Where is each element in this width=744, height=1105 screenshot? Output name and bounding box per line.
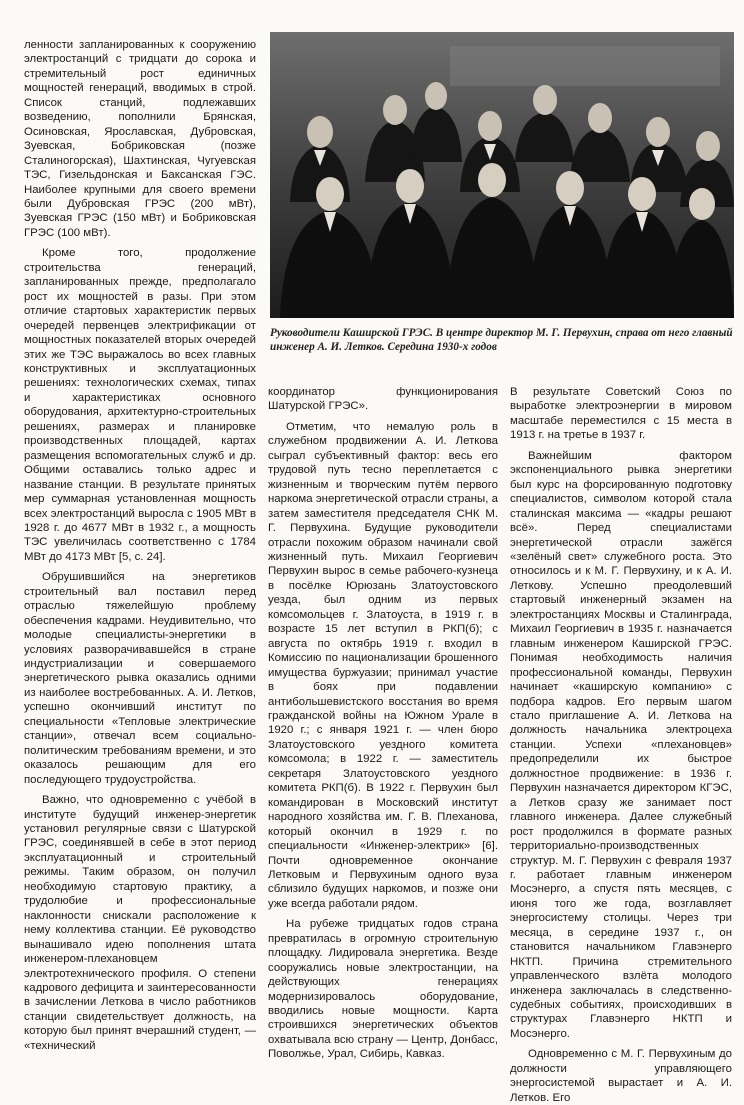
paragraph: ленности запланированных к сооружению электростанций с тридцати до сорока и стремительный рост единичных мощностей генераций, вводимых в строй. Список станций, подлежавших возведению, пополнили Брянская, Осиновская, Ярославская, Дубровская, Зуевская, Бобриковская (позже Сталиногорская), Шахтинская, Чугуевская ТЭС, Гизельдонская и Баксанская ГЭС. Наиболее крупными для своего времени были Дубровская ГРЭС (200 мВт), Зуевская ГРЭС (150 мВт) и Бобриковская ГРЭС (100 мВт). <box>24 39 256 239</box>
photo-caption: Руководители Каширской ГРЭС. В центре директор М. Г. Первухин, справа от него главный инженер А. И. Летков. Середина 1930-х годов <box>270 327 733 353</box>
paragraph: координатор функционирования Шатурской ГРЭС». <box>268 386 498 413</box>
paragraph: Важно, что одновременно с учёбой в институте будущий инженер-энергетик установил регулярные связи с Шатурской ГРЭС, соединявшей в себе в этот период эксплуатационный и строительный режимы. Таким образом, он получил необходимую стартовую практику, а трудолюбие и профессиональные наклонности снискали расположение к нему коллектива станции. Её руководство вынашивало идею пополнения штата инженером-плехановцем электротехнического профиля. О степени кадрового дефицита и заинтересованности в зачислении Леткова в число работников станции свидетельствует должность, на которую был принят вчерашний студент, — «технический <box>24 794 256 1052</box>
text-column-middle <box>268 385 498 1062</box>
paragraph: Важнейшим фактором экспоненциального рывка энергетики был курс на форсированную подготовку специалистов, символом которой стала сталинская максима — «кадры решают всё». Перед специалистами энергетической отрасли зажёгся «зелёный свет» служебного роста. Это относилось и к М. Г. Первухину, и к А. И. Леткову. Успешно преодолевший стартовый инженерный экзамен на электростанциях Москвы и Сталинграда, Михаил Георгиевич в 1935 г. назначается главным инженером Каширской ГРЭС. Понимая необходимость наличия профессиональной команды, Первухин начинает «каширскую компанию» с подбора кадров. Его первым шагом стало приглашение А. И. Леткова на должность начальника электроцеха станции. Успехи «плехановцев» предопределили их быстрое должностное продвижение: в 1936 г. Первухин назначается директором КГЭС, а Летков сразу же занимает пост главного инженера. Далее служебный рост продолжился в формате разных территориально-производственных структур. М. Г. Первухин с февраля 1937 г. работает главным инженером Мосэнерго, а спустя пять месяцев, с июня того же года, возглавляет энергосистему столицы. Через три месяца, в середине 1937 г., он становится начальником Главэнерго НКТП. Причина стремительного управленческого взлёта молодого инженера заключалась в следственно-судебных событиях, происходивших в структурах Главэнерго НКТП и Мосэнерго. <box>510 449 732 1040</box>
paragraph: Отметим, что немалую роль в служебном продвижении А. И. Леткова сыграл субъективный фактор: весь его трудовой путь тесно переплетается с жизненным и творческим путём первого наркома энергетической отрасли страны, а затем заместителя председателя СНК М. Г. Первухина. Будущие руководители отрасли похожим образом начинали свой жизненный путь. Михаил Георгиевич Первухин вырос в семье рабочего-кузнеца в посёлке Юрюзань Златоустовского уезда, был одним из первых комсомольцев г. Златоуста, в 1919 г. в возрасте 15 лет вступил в РКП(б); с августа по октябрь 1919 г. входил в Комиссию по национализации брошенного имущества буржуазии; принимал участие в боях при подавлении антибольшевистского восстания во время гражданской войны на Южном Урале в 1920 г.; с января 1921 г. — член бюро Златоустовского уездного комитета комсомола; в 1922 г. — заместитель секретаря Златоустовского уездного комитета РКП(б). В 1922 г. Первухин был командирован в Московский институт народного хозяйства им. Г. В. Плеханова, который окончил в 1929 г. по специальности «Инженер-электрик» [6]. Почти одновременное окончание Летковым и Первухиным одного вуза сблизило будущих наркомов, и позже они уже всегда работали рядом. <box>268 420 498 910</box>
paragraph: Кроме того, продолжение строительства генераций, запланированных прежде, предполагало рост их мощностей в разы. При этом отличие стартовых характеристик первых очередей первенцев электрификации от мощностных показателей вторых очередей этих же ТЭС выражалось во всех главных конструктивных и эксплуатационных решениях: технологических схемах, типах и характеристиках основного оборудования, архитектурно-строительных решениях, размерах и планировке производственных площадей, картах размещения вспомогательных служб и др. Общими оставались только адрес и название станции. В результате принятых мер суммарная установленная мощность всех электростанций выросла с 1905 МВт в 1928 г. до 4677 МВт в 1932 г., а мощность ТЭС увеличилась соответственно с 1784 МВт до 4173 МВт [5, с. 24]. <box>24 247 256 563</box>
text-column-right <box>510 385 732 1105</box>
group-portrait-photo <box>270 32 734 318</box>
paragraph: В результате Советский Союз по выработке электроэнергии в мировом масштабе переместился с 15 места в 1913 г. на третье в 1937 г. <box>510 386 732 442</box>
paragraph: На рубеже тридцатых годов страна превратилась в огромную строительную площадку. Лидировала энергетика. Везде сооружались новые электростанции, на действующих генерациях модернизировалось оборудование, вводились новые мощности. Карта строившихся энергетических объектов охватывала всю страну — Центр, Донбасс, Поволжье, Урал, Сибирь, Кавказ. <box>268 918 498 1061</box>
paragraph: Обрушившийся на энергетиков строительный вал поставил перед отраслью тяжелейшую проблему обеспечения кадрами. Неудивительно, что молодые специалисты-энергетики в условиях разворачивавшейся в стране индустриализации и совершаемого энергетического рывка оказались одними из наиболее востребованных. А. И. Летков, успешно окончивший институт по специальности «Тепловые электрические станции», отвечал всем социально-политическим требованиям времени, и это оказалось решающим для его последующего трудоустройства. <box>24 571 256 786</box>
photo-illustration <box>270 32 734 318</box>
paragraph: Одновременно с М. Г. Первухиным до должности управляющего энергосистемой вырастает и А. И. Летков. Его <box>510 1048 732 1104</box>
text-column-left <box>24 38 256 1053</box>
